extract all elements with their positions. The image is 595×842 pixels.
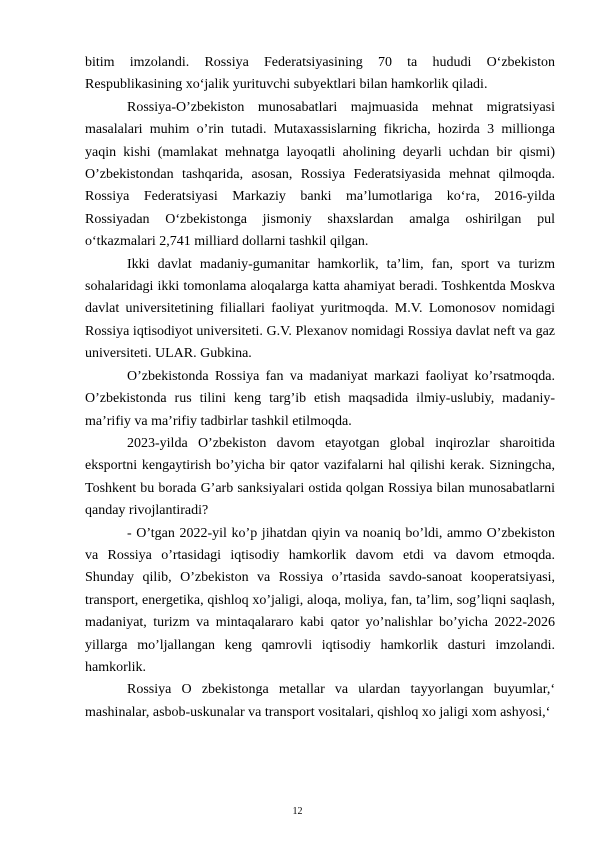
paragraph-6: - O’tgan 2022-yil ko’p jihatdan qiyin va noaniq bo’ldi, ammo O’zbekiston va Rossiya o’rtasidagi iqtisodiy hamkorlik davom etdi va davom etmoqda. Shunday qilib, O’zbekiston va Rossiya o’rtasida savdo-sanoat kooperatsiyasi, transport, energetika, qishloq xo’jaligi, aloqa, moliya, fan, ta’lim, sog’liqni saqlash, madaniyat, turizm va mintaqalararo kabi qator yo’nalishlar bo’yicha 2022-2026 yillarga mo’ljallangan keng qamrovli iqtisodiy hamkorlik dasturi imzolandi. hamkorlik. (85, 525, 555, 675)
paragraph-4: O’zbekistonda Rossiya fan va madaniyat markazi faoliyat ko’rsatmoqda. O’zbekistonda rus tilini keng targ’ib etish maqsadida ilmiy-uslubiy, madaniy-ma’rifiy va ma’rifiy tadbirlar tashkil etilmoqda. (85, 368, 555, 429)
page-number: 12 (292, 806, 303, 817)
page-body (85, 52, 555, 724)
paragraph-3: Ikki davlat madaniy-gumanitar hamkorlik, ta’lim, fan, sport va turizm sohalaridagi ikki tomonlama aloqalarga katta ahamiyat beradi. Toshkentda Moskva davlat universitetining filiallari faoliyat yuritmoqda. M.V. Lomonosov nomidagi Rossiya iqtisodiyot universiteti. G.V. Plexanov nomidagi Rossiya davlat neft va gaz universiteti. ULAR. Gubkina. (85, 256, 555, 362)
paragraph-5: 2023-yilda O’zbekiston davom etayotgan global inqirozlar sharoitida eksportni kengaytirish bo’yicha bir qator vazifalarni hal qilishi kerak. Sizningcha, Toshkent bu borada G’arb sanksiyalari ostida qolgan Rossiya bilan munosabatlarni qanday rivojlantiradi? (85, 435, 555, 519)
paragraph-2: Rossiya-O’zbekiston munosabatlari majmuasida mehnat migratsiyasi masalalari muhim o’rin tutadi. Mutaxassislarning fikricha, hozirda 3 millionga yaqin kishi (mamlakat mehnatga layoqatli aholining deyarli uchdan bir qismi) O’zbekistondan tashqarida, asosan, Rossiya Federatsiyasida mehnat qilmoqda. Rossiya Federatsiyasi Markaziy banki ma’lumotlariga ko‘ra, 2016-yilda Rossiyadan O‘zbekistonga jismoniy shaxslardan amalga oshirilgan pul o‘tkazmalari 2,741 milliard dollarni tashkil qilgan. (85, 99, 555, 250)
paragraph-1: bitim imzolandi. Rossiya Federatsiyasining 70 ta hududi O‘zbekiston Respublikasining xo‘jalik yurituvchi subyektlari bilan hamkorlik qiladi. (85, 55, 555, 93)
paragraph-7: Rossiya O zbekistonga metallar va ulardan tayyorlangan buyumlar,ʻ mashinalar, asbob-uskunalar va transport vositalari, qishloq xo jaligi xom ashyosi,ʻ (85, 682, 555, 720)
